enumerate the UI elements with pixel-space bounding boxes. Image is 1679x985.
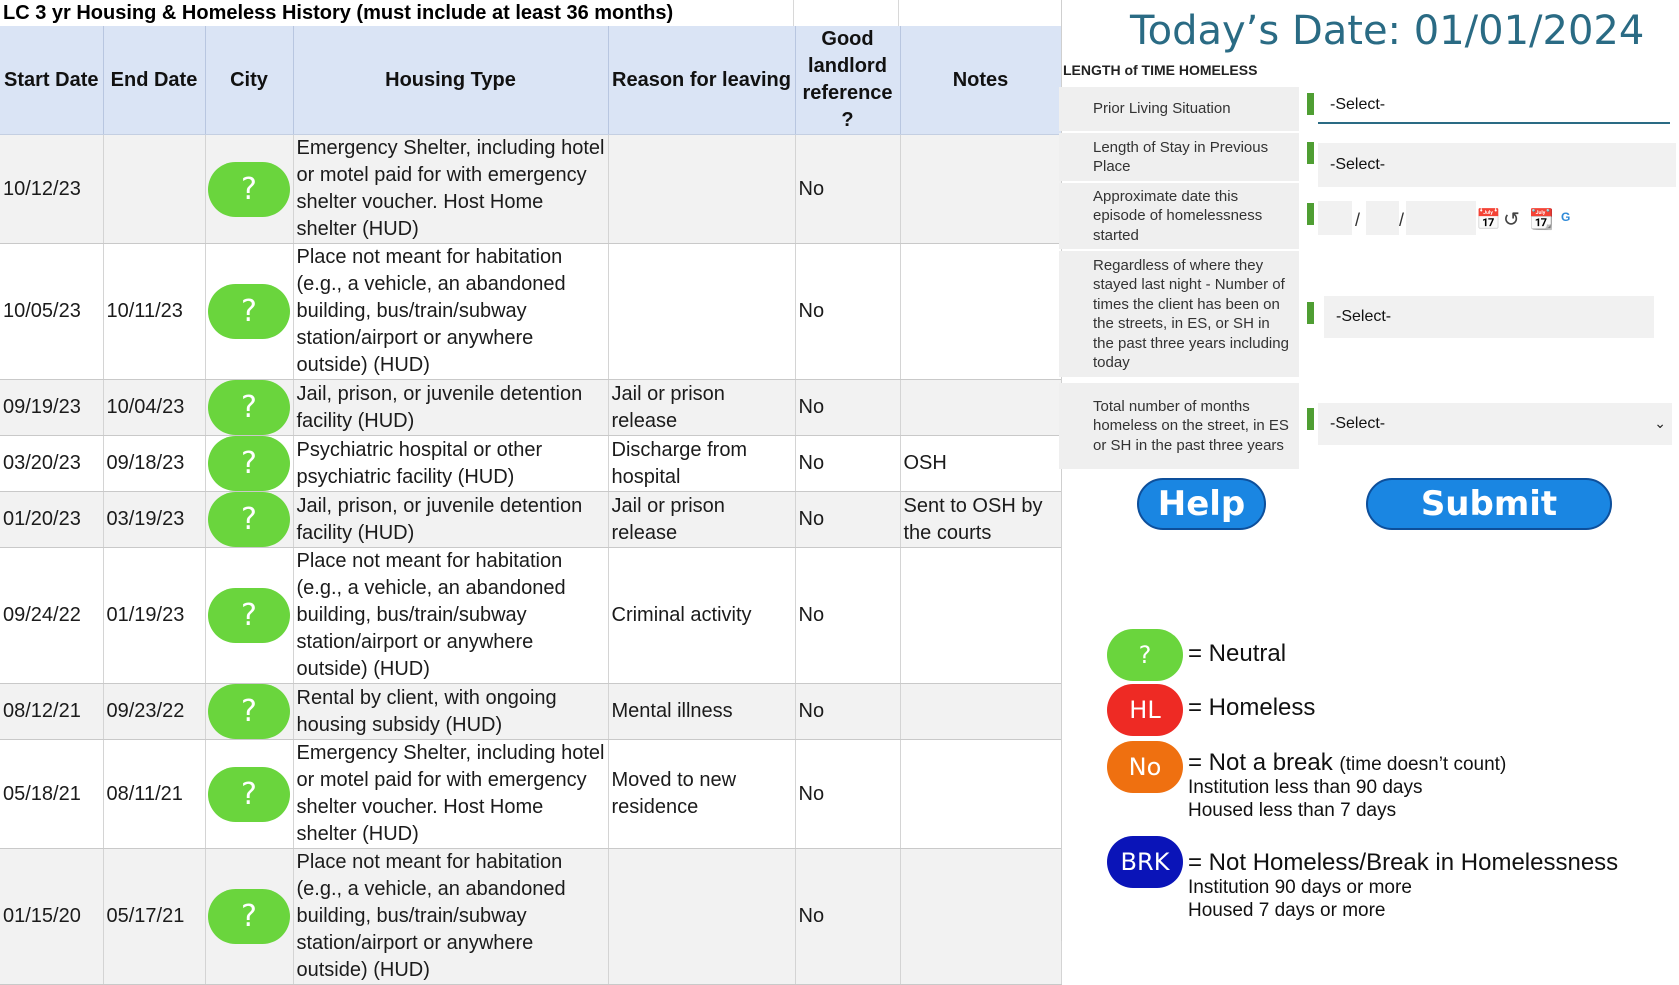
neutral-badge: ? [208, 889, 290, 944]
table-row [0, 548, 1061, 684]
cell-city[interactable] [205, 849, 293, 985]
cell-housing-type[interactable]: Place not meant for habitation (e.g., a vehicle, an abandoned building, bus/train/subway station/airport or anywhere outside) (HUD) [293, 244, 608, 380]
neutral-badge: ? [208, 436, 290, 491]
legend-brk-text: = Not Homeless/Break in Homelessness [1188, 849, 1619, 876]
cell-end-date[interactable] [103, 135, 205, 244]
cell-city[interactable] [205, 135, 293, 244]
legend-not-break-main: = Not a break [1188, 749, 1333, 776]
cell-landlord-reference[interactable]: No [795, 740, 900, 849]
header-row [0, 26, 1061, 135]
table-row [0, 436, 1061, 492]
cell-end-date[interactable]: 03/19/23 [103, 492, 205, 548]
cell-reason[interactable]: Discharge from hospital [608, 436, 795, 492]
neutral-badge: ? [208, 588, 290, 643]
grid-line [793, 0, 794, 26]
legend-not-break-line: Institution less than 90 days [1188, 777, 1423, 798]
cell-end-date[interactable]: 01/19/23 [103, 548, 205, 684]
legend-homeless-text: = Homeless [1188, 694, 1316, 721]
calendar-icon[interactable]: 📆 [1529, 207, 1554, 231]
cell-housing-type[interactable]: Psychiatric hospital or other psychiatric facility (HUD) [293, 436, 608, 492]
cell-housing-type[interactable]: Emergency Shelter, including hotel or motel paid for with emergency shelter voucher. Host Home shelter (HUD) [293, 740, 608, 849]
cell-reason[interactable]: Jail or prison release [608, 492, 795, 548]
cell-end-date[interactable]: 08/11/21 [103, 740, 205, 849]
submit-button[interactable]: Submit [1366, 478, 1612, 530]
neutral-badge: ? [208, 284, 290, 339]
table-row [0, 492, 1061, 548]
neutral-badge: ? [208, 492, 290, 547]
length-of-stay-label: Length of Stay in Previous Place [1059, 133, 1299, 181]
cell-housing-type[interactable]: Emergency Shelter, including hotel or motel paid for with emergency shelter voucher. Host Home shelter (HUD) [293, 135, 608, 244]
cell-city[interactable] [205, 244, 293, 380]
cell-reason[interactable]: Jail or prison release [608, 380, 795, 436]
cell-end-date[interactable]: 09/18/23 [103, 436, 205, 492]
header-housing-type[interactable]: Housing Type [293, 26, 608, 135]
cell-reason[interactable]: Mental illness [608, 684, 795, 740]
legend-not-break-badge: No [1107, 741, 1183, 793]
times-homeless-select[interactable]: -Select- [1324, 296, 1654, 338]
neutral-badge: ? [208, 380, 290, 435]
cell-reason[interactable] [608, 244, 795, 380]
help-button[interactable]: Help [1137, 478, 1266, 530]
grid-line [898, 0, 899, 26]
table-row [0, 684, 1061, 740]
required-marker [1307, 408, 1314, 430]
cell-start-date[interactable]: 05/18/21 [0, 740, 103, 849]
months-homeless-value: -Select- [1330, 415, 1386, 432]
length-of-stay-select[interactable]: -Select- [1318, 143, 1676, 187]
times-homeless-label: Regardless of where they stayed last night - Number of times the client has been on the streets, in ES, or SH in the past three years including today [1059, 251, 1299, 377]
cell-start-date[interactable]: 09/19/23 [0, 380, 103, 436]
calendar-icon[interactable]: 📅 [1476, 207, 1501, 231]
cell-start-date[interactable]: 10/05/23 [0, 244, 103, 380]
header-start-date[interactable]: Start Date [0, 26, 103, 135]
cell-notes[interactable] [900, 548, 1061, 684]
legend-brk-line: Housed 7 days or more [1188, 900, 1386, 921]
cell-notes[interactable] [900, 849, 1061, 985]
required-marker [1307, 302, 1314, 324]
cell-notes[interactable] [900, 135, 1061, 244]
history-table [0, 26, 1062, 985]
table-row [0, 244, 1061, 380]
legend-not-break-note: (time doesn’t count) [1339, 754, 1507, 775]
cell-city[interactable] [205, 684, 293, 740]
neutral-badge: ? [208, 162, 290, 217]
header-city[interactable]: City [205, 26, 293, 135]
legend-neutral-text: = Neutral [1188, 640, 1287, 667]
cell-city[interactable] [205, 380, 293, 436]
cell-reason[interactable] [608, 849, 795, 985]
cell-reason[interactable] [608, 135, 795, 244]
cell-housing-type[interactable]: Rental by client, with ongoing housing subsidy (HUD) [293, 684, 608, 740]
cell-start-date[interactable]: 01/20/23 [0, 492, 103, 548]
months-homeless-label: Total number of months homeless on the street, in ES or SH in the past three years [1059, 383, 1299, 469]
cell-end-date[interactable]: 10/04/23 [103, 380, 205, 436]
cell-city[interactable] [205, 492, 293, 548]
legend-neutral-badge: ? [1107, 629, 1183, 681]
cell-landlord-reference[interactable]: No [795, 380, 900, 436]
todays-date: Today’s Date: 01/01/2024 [1130, 8, 1645, 54]
header-reason[interactable]: Reason for leaving [608, 26, 795, 135]
neutral-badge: ? [208, 684, 290, 739]
cell-notes[interactable]: OSH [900, 436, 1061, 492]
section-label: LENGTH of TIME HOMELESS [1063, 62, 1258, 78]
cell-landlord-reference[interactable]: No [795, 548, 900, 684]
table-row [0, 740, 1061, 849]
cell-city[interactable] [205, 548, 293, 684]
months-homeless-select[interactable] [1318, 403, 1672, 445]
neutral-badge: ? [208, 767, 290, 822]
cell-notes[interactable] [900, 380, 1061, 436]
cell-housing-type[interactable]: Jail, prison, or juvenile detention facility (HUD) [293, 380, 608, 436]
cell-housing-type[interactable]: Place not meant for habitation (e.g., a vehicle, an abandoned building, bus/train/subway station/airport or anywhere outside) (HUD) [293, 849, 608, 985]
cell-start-date[interactable]: 01/15/20 [0, 849, 103, 985]
cell-reason[interactable]: Criminal activity [608, 548, 795, 684]
prior-living-select[interactable]: -Select- [1318, 88, 1670, 124]
cell-notes[interactable]: Sent to OSH by the courts [900, 492, 1061, 548]
cell-landlord-reference[interactable]: No [795, 849, 900, 985]
table-row [0, 849, 1061, 985]
sheet-title: LC 3 yr Housing & Homeless History (must include at least 36 months) [3, 2, 674, 24]
cell-start-date[interactable]: 08/12/21 [0, 684, 103, 740]
table-row [0, 380, 1061, 436]
legend-not-break-text [1188, 749, 1506, 777]
cell-city[interactable] [205, 740, 293, 849]
date-g-toggle[interactable]: G [1561, 210, 1571, 224]
reset-icon[interactable]: ↺ [1503, 207, 1520, 231]
approx-date-label: Approximate date this episode of homelessness started [1059, 183, 1299, 249]
date-month-input[interactable] [1318, 201, 1352, 235]
cell-end-date[interactable]: 05/17/21 [103, 849, 205, 985]
date-day-input[interactable] [1366, 201, 1399, 235]
cell-start-date[interactable]: 03/20/23 [0, 436, 103, 492]
legend-brk-badge: BRK [1107, 836, 1183, 888]
legend-homeless-badge: HL [1107, 684, 1183, 736]
header-landlord-reference[interactable]: Good landlord reference ? [795, 26, 900, 135]
prior-living-label: Prior Living Situation [1059, 87, 1299, 131]
cell-start-date[interactable]: 10/12/23 [0, 135, 103, 244]
cell-end-date[interactable]: 10/11/23 [103, 244, 205, 380]
cell-city[interactable] [205, 436, 293, 492]
cell-housing-type[interactable]: Place not meant for habitation (e.g., a vehicle, an abandoned building, bus/train/subway station/airport or anywhere outside) (HUD) [293, 548, 608, 684]
cell-landlord-reference[interactable]: No [795, 684, 900, 740]
cell-landlord-reference[interactable]: No [795, 492, 900, 548]
cell-notes[interactable] [900, 244, 1061, 380]
header-notes[interactable]: Notes [900, 26, 1061, 135]
chevron-down-icon: ⌄ [1654, 416, 1666, 432]
date-separator: / [1399, 210, 1405, 230]
legend-not-break-line: Housed less than 7 days [1188, 800, 1397, 821]
cell-notes[interactable] [900, 740, 1061, 849]
table-row [0, 135, 1061, 244]
cell-landlord-reference[interactable]: No [795, 135, 900, 244]
cell-landlord-reference[interactable]: No [795, 244, 900, 380]
required-marker [1307, 203, 1314, 225]
date-year-input[interactable] [1406, 201, 1476, 235]
cell-notes[interactable] [900, 684, 1061, 740]
cell-end-date[interactable]: 09/23/22 [103, 684, 205, 740]
cell-start-date[interactable]: 09/24/22 [0, 548, 103, 684]
date-separator: / [1355, 210, 1361, 230]
legend-brk-line: Institution 90 days or more [1188, 877, 1412, 898]
cell-landlord-reference[interactable]: No [795, 436, 900, 492]
required-marker [1307, 93, 1314, 115]
header-end-date[interactable]: End Date [103, 26, 205, 135]
required-marker [1307, 142, 1314, 164]
cell-housing-type[interactable]: Jail, prison, or juvenile detention facility (HUD) [293, 492, 608, 548]
cell-reason[interactable]: Moved to new residence [608, 740, 795, 849]
